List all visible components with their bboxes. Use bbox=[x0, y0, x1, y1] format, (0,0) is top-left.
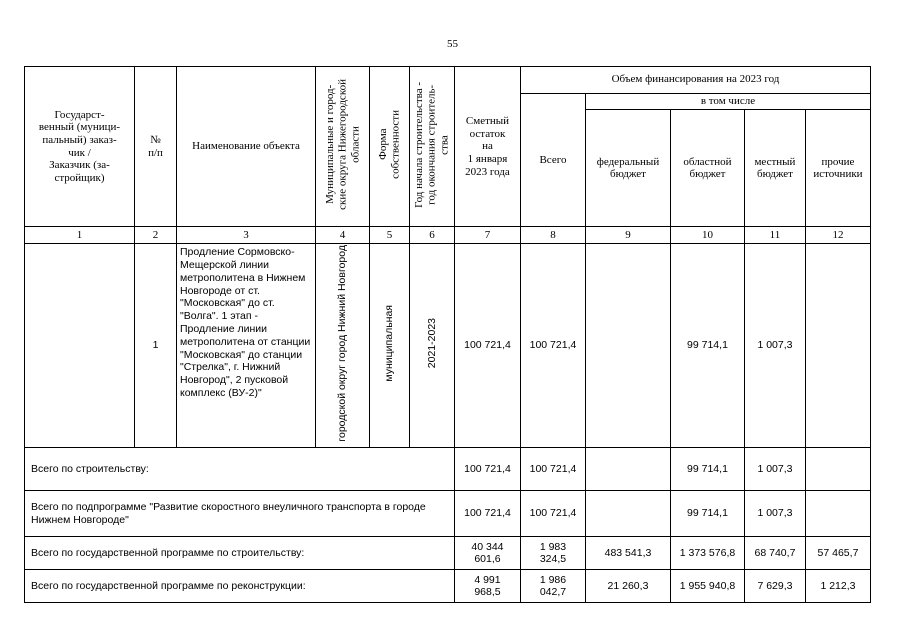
column-number: 2 bbox=[135, 227, 177, 244]
header-municipality: Муниципальные и город- ские округа Нижегородской области bbox=[323, 79, 361, 210]
column-number: 12 bbox=[805, 227, 870, 244]
summary-label: Всего по государственной программе по строительству: bbox=[25, 537, 455, 570]
column-number: 10 bbox=[670, 227, 744, 244]
summary-total: 100 721,4 bbox=[520, 491, 585, 537]
column-number: 4 bbox=[316, 227, 370, 244]
header-municipality-cell bbox=[316, 67, 370, 227]
summary-federal bbox=[585, 491, 670, 537]
summary-row bbox=[25, 491, 871, 537]
summary-label: Всего по государственной программе по реконструкции: bbox=[25, 570, 455, 603]
summary-federal bbox=[585, 448, 670, 491]
header-ownership: Форма собственности bbox=[376, 110, 402, 179]
header-object-name: Наименование объекта bbox=[177, 67, 316, 227]
object-ownership: муниципальная bbox=[383, 305, 396, 382]
column-number: 1 bbox=[25, 227, 135, 244]
object-ownership-cell bbox=[370, 244, 410, 448]
summary-other bbox=[805, 448, 870, 491]
object-total: 100 721,4 bbox=[520, 244, 585, 448]
column-number: 6 bbox=[410, 227, 455, 244]
summary-local: 7 629,3 bbox=[744, 570, 805, 603]
header-ownership-cell bbox=[370, 67, 410, 227]
column-number: 9 bbox=[585, 227, 670, 244]
header-funding-volume: Объем финансирования на 2023 год bbox=[520, 67, 870, 94]
object-municipality-cell bbox=[316, 244, 370, 448]
column-number: 11 bbox=[744, 227, 805, 244]
page-number: 55 bbox=[447, 38, 458, 50]
header-regional: областной бюджет bbox=[670, 110, 744, 227]
header-row-1 bbox=[25, 67, 871, 94]
summary-label: Всего по подпрограмме "Развитие скоростного внеуличного транспорта в городе Нижнем Новгороде" bbox=[25, 491, 455, 537]
object-other bbox=[805, 244, 870, 448]
summary-local: 1 007,3 bbox=[744, 491, 805, 537]
object-customer bbox=[25, 244, 135, 448]
header-estimate-balance: Сметный остаток на 1 января 2023 года bbox=[454, 67, 520, 227]
column-number-row bbox=[25, 227, 871, 244]
header-num: № п/п bbox=[135, 67, 177, 227]
object-years: 2021-2023 bbox=[425, 318, 438, 369]
summary-estimate-balance: 40 344 601,6 bbox=[454, 537, 520, 570]
summary-estimate-balance: 100 721,4 bbox=[454, 491, 520, 537]
summary-row bbox=[25, 570, 871, 603]
column-number: 3 bbox=[177, 227, 316, 244]
object-years-cell bbox=[410, 244, 455, 448]
summary-federal: 21 260,3 bbox=[585, 570, 670, 603]
object-num: 1 bbox=[135, 244, 177, 448]
object-estimate-balance: 100 721,4 bbox=[454, 244, 520, 448]
funding-table bbox=[24, 66, 871, 603]
header-including: в том числе bbox=[585, 94, 870, 110]
object-local: 1 007,3 bbox=[744, 244, 805, 448]
summary-regional: 1 373 576,8 bbox=[670, 537, 744, 570]
summary-row bbox=[25, 448, 871, 491]
object-regional: 99 714,1 bbox=[670, 244, 744, 448]
summary-estimate-balance: 100 721,4 bbox=[454, 448, 520, 491]
summary-total: 100 721,4 bbox=[520, 448, 585, 491]
header-other: прочие источники bbox=[805, 110, 870, 227]
summary-row bbox=[25, 537, 871, 570]
header-years: Год начала строительства - год окончания строитель- ства bbox=[413, 81, 451, 208]
summary-other bbox=[805, 491, 870, 537]
summary-label: Всего по строительству: bbox=[25, 448, 455, 491]
object-row bbox=[25, 244, 871, 448]
summary-regional: 99 714,1 bbox=[670, 491, 744, 537]
summary-regional: 1 955 940,8 bbox=[670, 570, 744, 603]
header-local: местный бюджет bbox=[744, 110, 805, 227]
summary-total: 1 986 042,7 bbox=[520, 570, 585, 603]
summary-estimate-balance: 4 991 968,5 bbox=[454, 570, 520, 603]
summary-local: 1 007,3 bbox=[744, 448, 805, 491]
column-number: 5 bbox=[370, 227, 410, 244]
summary-other: 57 465,7 bbox=[805, 537, 870, 570]
header-years-cell bbox=[410, 67, 455, 227]
column-number: 7 bbox=[454, 227, 520, 244]
object-federal bbox=[585, 244, 670, 448]
header-customer: Государст- венный (муници- пальный) заказ- чик / Заказчик (за- стройщик) bbox=[25, 67, 135, 227]
summary-other: 1 212,3 bbox=[805, 570, 870, 603]
header-total: Всего bbox=[520, 94, 585, 227]
summary-federal: 483 541,3 bbox=[585, 537, 670, 570]
object-name: Продление Сормовско-Мещерской линии метрополитена в Нижнем Новгороде от ст. "Московская" до ст. "Волга". 1 этап - Продление линии метрополитена от станции "Московская" до станции "Стрелка", г. Нижний Новгород", 2 пусковой комплекс (ВУ-2)" bbox=[177, 244, 316, 448]
header-federal: федеральный бюджет bbox=[585, 110, 670, 227]
summary-total: 1 983 324,5 bbox=[520, 537, 585, 570]
object-municipality: городской округ город Нижний Новгород bbox=[336, 245, 349, 442]
summary-regional: 99 714,1 bbox=[670, 448, 744, 491]
summary-local: 68 740,7 bbox=[744, 537, 805, 570]
column-number: 8 bbox=[520, 227, 585, 244]
